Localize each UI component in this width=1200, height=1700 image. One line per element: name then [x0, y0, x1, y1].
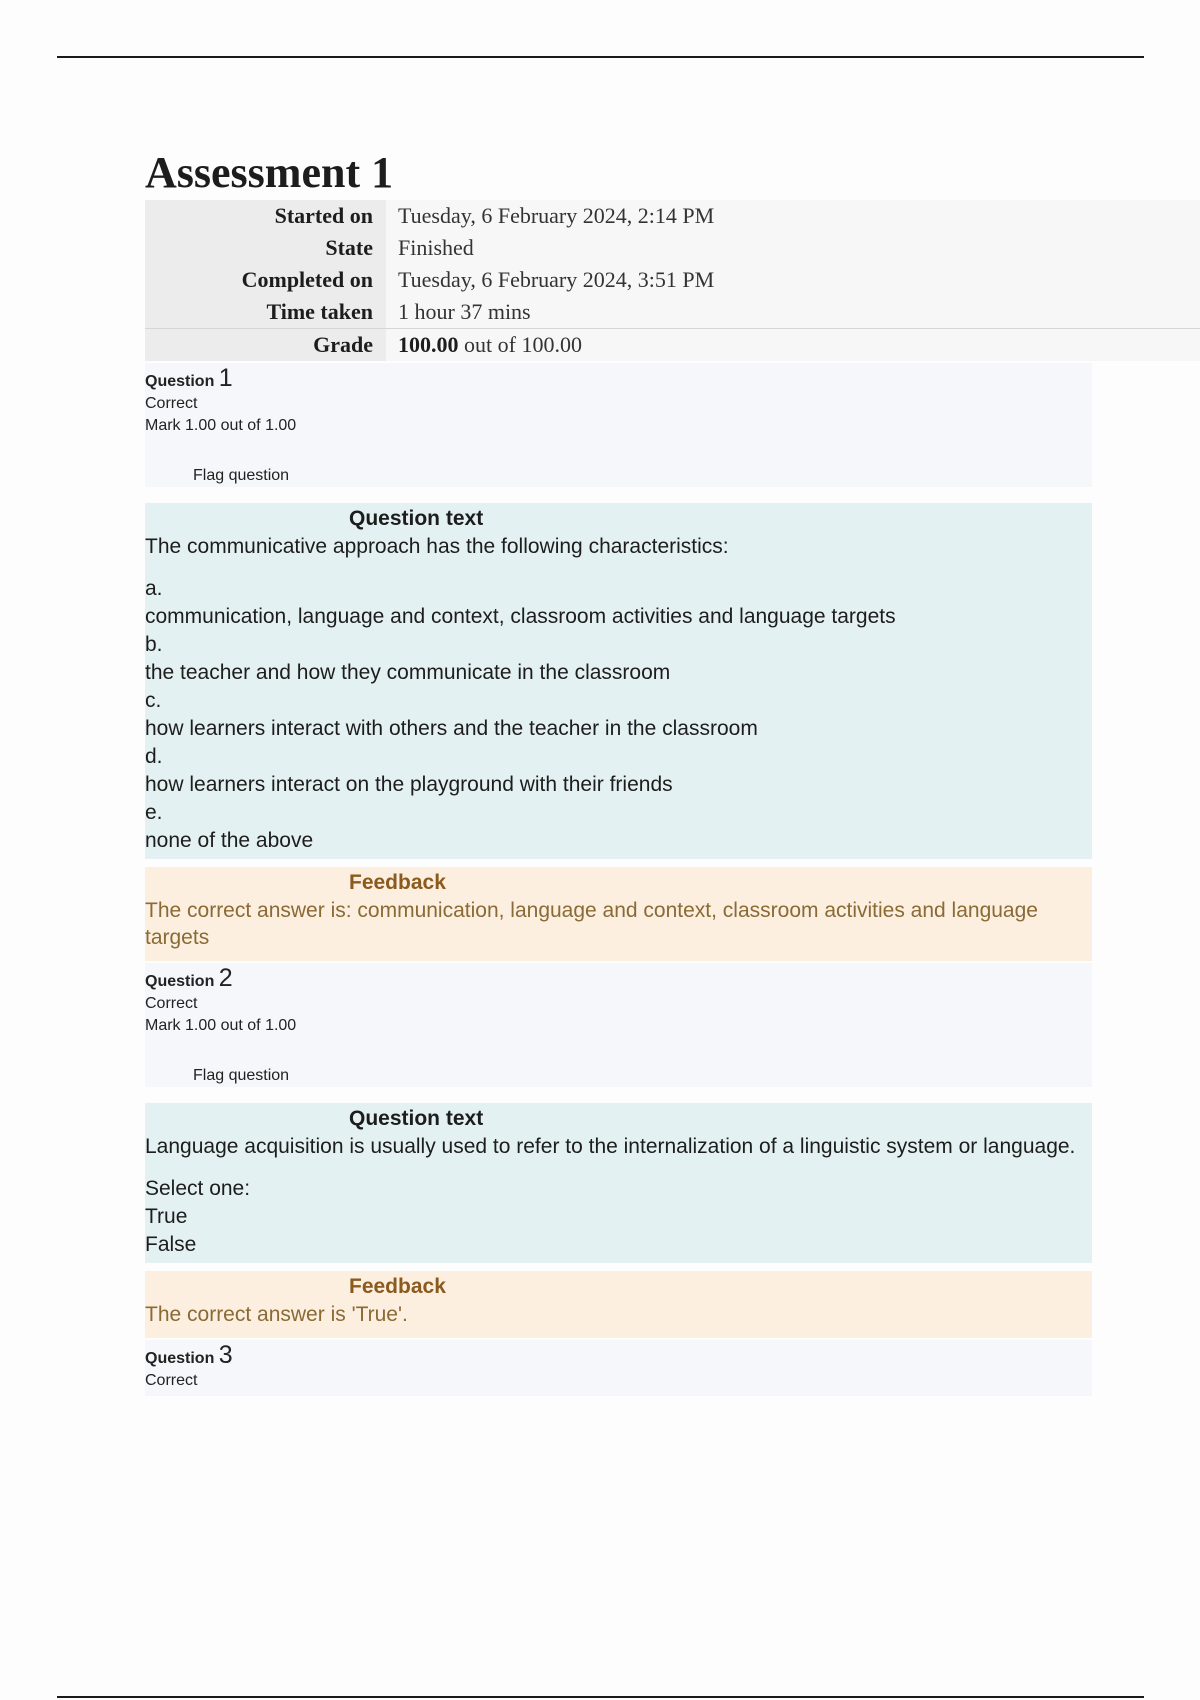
choice-false[interactable]: False — [145, 1233, 197, 1256]
question-status: Correct — [145, 395, 198, 412]
question-1-text-block — [145, 503, 1092, 859]
completed-on-value: Tuesday, 6 February 2024, 3:51 PM — [386, 264, 1200, 296]
summary-row-state — [145, 232, 1200, 264]
bottom-rule — [57, 1696, 1144, 1698]
answer-option[interactable]: a. communication, language and context, classroom activities and language targets — [145, 577, 896, 628]
question-number: Question 2 — [145, 964, 233, 992]
question-number: Question 1 — [145, 364, 233, 392]
page-title: Assessment 1 — [145, 148, 394, 197]
question-status: Correct — [145, 995, 198, 1012]
started-on-label: Started on — [145, 200, 386, 232]
grade-value — [386, 329, 1200, 362]
question-status: Correct — [145, 1372, 198, 1389]
time-taken-value: 1 hour 37 mins — [386, 296, 1200, 329]
feedback-heading: Feedback — [349, 871, 446, 894]
top-rule — [57, 56, 1144, 58]
question-text-heading: Question text — [349, 1107, 484, 1130]
flag-question-link[interactable]: Flag question — [193, 1067, 290, 1084]
answer-option[interactable]: b. the teacher and how they communicate in the classroom — [145, 633, 671, 684]
flag-question-link[interactable]: Flag question — [193, 467, 290, 484]
grade-total: out of 100.00 — [458, 332, 582, 357]
question-text: The communicative approach has the following characteristics: — [145, 535, 729, 558]
question-2-feedback — [145, 1271, 1092, 1338]
choice-true[interactable]: True — [145, 1205, 188, 1228]
question-2-text-block — [145, 1103, 1092, 1263]
answer-option[interactable]: d. how learners interact on the playground with their friends — [145, 745, 673, 796]
feedback-heading: Feedback — [349, 1275, 446, 1298]
time-taken-label: Time taken — [145, 296, 386, 329]
answer-option[interactable]: c. how learners interact with others and the teacher in the classroom — [145, 689, 758, 740]
question-mark: Mark 1.00 out of 1.00 — [145, 417, 297, 434]
question-text-heading: Question text — [349, 507, 484, 530]
summary-row-time — [145, 296, 1200, 329]
feedback-text: The correct answer is 'True'. — [145, 1303, 408, 1326]
question-mark: Mark 1.00 out of 1.00 — [145, 1017, 297, 1034]
grade-label: Grade — [145, 329, 386, 362]
question-2-info — [145, 963, 1092, 1087]
select-one-label: Select one: — [145, 1177, 251, 1200]
summary-row-grade — [145, 329, 1200, 362]
page-content — [145, 146, 1200, 1396]
question-1-info — [145, 363, 1092, 487]
grade-score: 100.00 — [398, 332, 459, 357]
summary-row-completed — [145, 264, 1200, 296]
question-number: Question 3 — [145, 1341, 233, 1369]
state-value: Finished — [386, 232, 1200, 264]
answer-option[interactable]: e. none of the above — [145, 801, 314, 852]
question-3-info — [145, 1340, 1092, 1396]
state-label: State — [145, 232, 386, 264]
question-text: Language acquisition is usually used to refer to the internalization of a linguistic system or language. — [145, 1135, 1076, 1158]
attempt-summary-table — [145, 200, 1200, 361]
summary-row-started — [145, 200, 1200, 232]
completed-on-label: Completed on — [145, 264, 386, 296]
question-1-feedback — [145, 867, 1092, 961]
started-on-value: Tuesday, 6 February 2024, 2:14 PM — [386, 200, 1200, 232]
feedback-text: The correct answer is: communication, language and context, classroom activities and language targets — [145, 899, 1038, 949]
